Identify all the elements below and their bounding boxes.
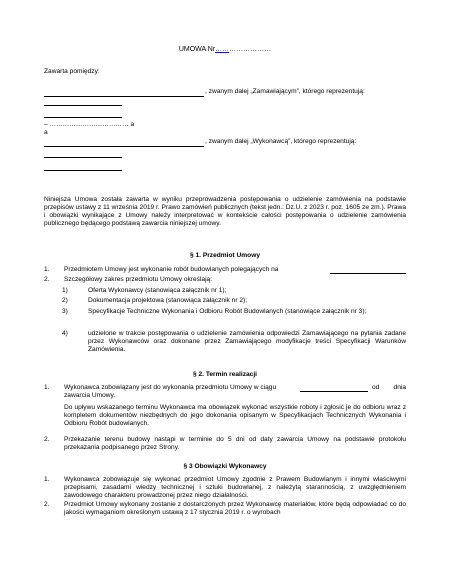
title-number-dots: ……………… (229, 46, 272, 53)
s2-item-1-continuation: od dnia zawarcia Umowy. (64, 384, 406, 399)
party-separator-dots: – ……………………………… a (44, 121, 135, 128)
s1-sub-3-text: Specyfikacje Techniczne Wykonania i Odbioru Robót Budowlanych (stanowiące załącznik nr 3); (88, 308, 367, 315)
party1-name-line (44, 96, 204, 97)
s1-sub-2-text: Dokumentacja projektowa (stanowiąca załącznik nr 2); (88, 297, 248, 304)
s1-item-1-text: Przedmiotem Umowy jest wykonanie robót budowlanych polegających na (64, 266, 279, 273)
party1-called: , zwanym dalej „Zamawiającym”, którego reprezentują: (205, 88, 365, 95)
s3-item-1-text: Wykonawca zobowiązuje się wykonać przedmiot Umowy zgodnie z Prawem Budowlanym i innymi właściwymi przepisami, zasadami wiedzy technicznej i sztuki budowlanej, z należytą starannością, z uwzględnieniem zawodowego charakteru prowadzonej przez niego działalności. (64, 476, 406, 499)
s2-item-1-details: Do upływu wskazanego terminu Wykonawca ma obowiązek wykonać wszystkie roboty i zgłosić je do odbioru wraz z kompletem dokumentów niezbędnych do jego dokonania opisanym w Specyfikacjach Technicznych Wykonania i Odbioru Robót budowlanych. (64, 404, 406, 427)
s1-sub-3-number: 3) (62, 308, 68, 315)
s1-item-2-text: Szczegółowy zakres przedmiotu Umowy określają: (64, 276, 213, 283)
s2-item-1-text: Wykonawca zobowiązany jest do wykonania przedmiotu Umowy w ciągu (64, 384, 277, 391)
s1-sub-1-number: 1) (62, 287, 68, 294)
party2-called: , zwanym dalej „Wykonawcą”, którego reprezentują: (205, 138, 357, 145)
s1-sub-1-text: Oferta Wykonawcy (stanowiąca załącznik nr 1); (88, 287, 227, 294)
party2-rep-line-1 (44, 157, 122, 158)
party1-rep-line-1 (44, 105, 122, 106)
title-number-link[interactable]: …… (215, 46, 230, 53)
party1-rep-line-2 (44, 117, 122, 118)
s3-item-2-text: Przedmiot Umowy wykonany zostanie z dostarczonych przez Wykonawcę materiałów, które będą odpowiadać co do jakości wymaganiom określonym ustawą z 17 stycznia 2019 r. o wyrobach (64, 501, 406, 516)
s2-item-1-number: 1. (44, 384, 50, 391)
section-1-heading: § 1. Przedmiot Umowy (190, 252, 260, 259)
title-prefix: UMOWA Nr (178, 46, 216, 53)
s1-sub-4-number: 4) (62, 330, 68, 337)
document-title (0, 46, 450, 54)
section-3-heading: § 3 Obowiązki Wykonawcy (183, 463, 267, 470)
section-2-heading: § 2. Termin realizacji (192, 371, 257, 378)
party-separator-a: a (44, 129, 48, 136)
intro-text: Zawarta pomiędzy: (44, 68, 100, 75)
s1-item-2-number: 2. (44, 276, 50, 283)
preamble-paragraph: Niniejsza Umowa została zawarta w wyniku przeprowadzenia postępowania o udzielenie zamówienia na podstawie przepisów ustawy z 11 września 2019 r. Prawo zamówień publicznych (tekst jedn.: Dz.U. z 2023 r. poz. 1605 ze zm.). Prawa i obowiązki wynikające z Umowy należy interpretować w kontekście całości postępowania o udzielenie zamówienia publicznego będącego podstawą zawarcia niniejszej umowy. (44, 196, 406, 227)
party2-name-line (44, 146, 204, 147)
party2-rep-line-2 (44, 170, 122, 171)
s3-item-1-number: 1. (44, 476, 50, 483)
s1-sub-2-number: 2) (62, 297, 68, 304)
s1-item-1-blank (330, 273, 406, 274)
s1-sub-4-text: udzielone w trakcie postępowania o udzielenie zamówienia odpowiedzi Zamawiającego na pytania zadane przez Wykonawców oraz dokonane przez Zamawiającego modyfikacje treści Specyfikacji Warunków Zamówienia. (88, 330, 406, 353)
s2-item-2-text: Przekazanie terenu budowy nastąpi w terminie do 5 dni od daty zawarcia Umowy na podstawie protokołu przekazania podpisanego przez Strony. (64, 436, 406, 451)
s3-item-2-number: 2. (44, 501, 50, 508)
s2-item-2-number: 2. (44, 436, 50, 443)
s1-item-1-number: 1. (44, 266, 50, 273)
